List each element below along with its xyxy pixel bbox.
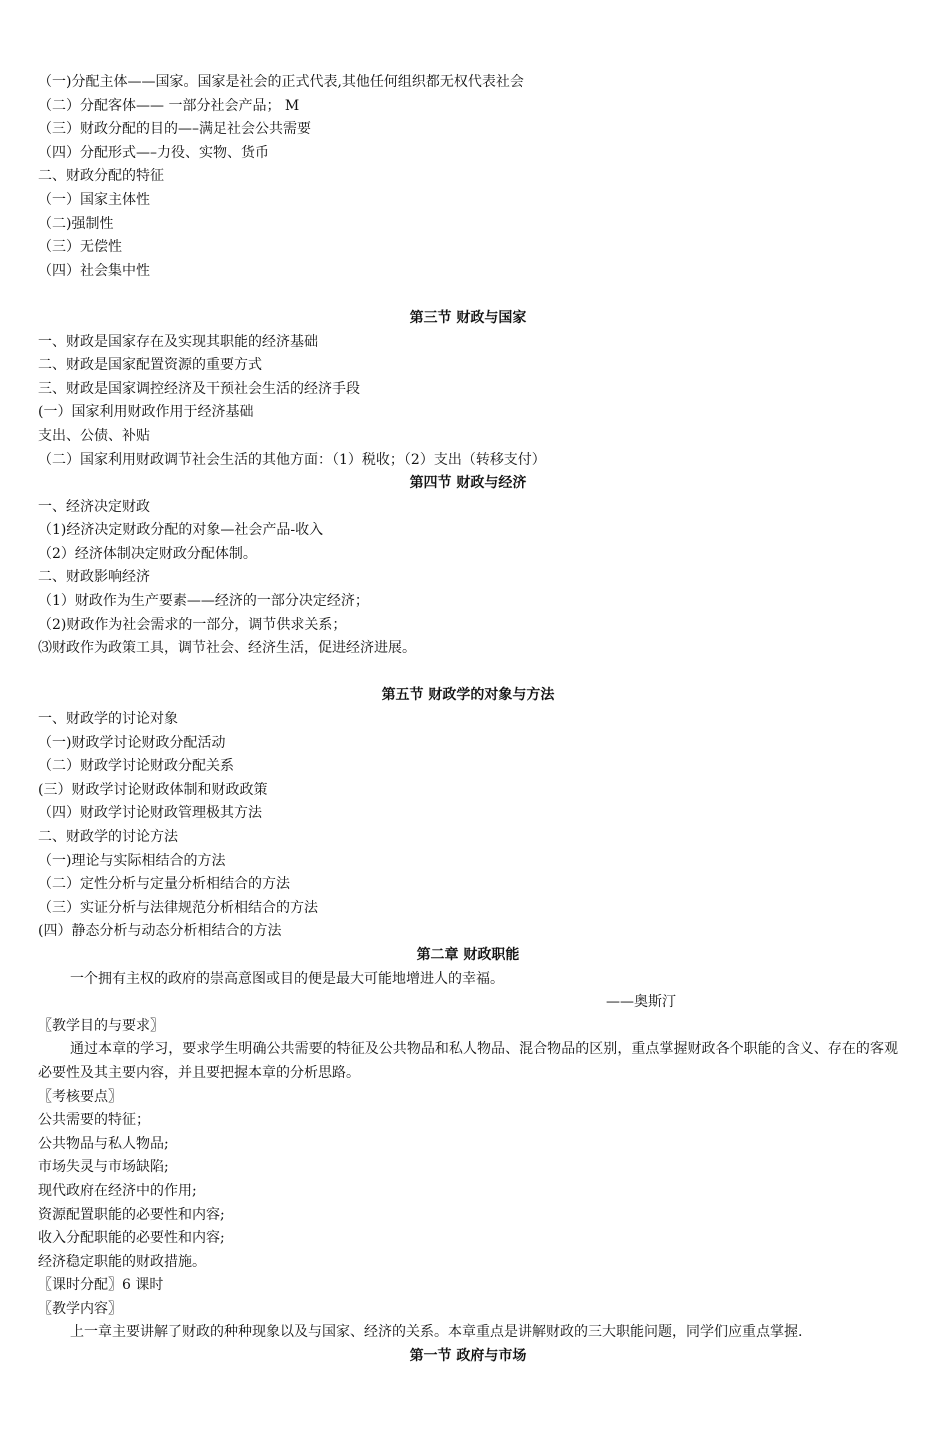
text-line: ⑶财政作为政策工具，调节社会、经济生活，促进经济进展。 [38, 640, 416, 657]
text-line: （四）分配形式—–力役、实物、货币 [38, 144, 269, 161]
text-line: (一）国家利用财政作用于经济基础 [38, 404, 254, 421]
epigraph-quote: 一个拥有主权的政府的崇高意图或目的便是最大可能地增进人的幸福。 [70, 970, 504, 987]
text-line: （二）分配客体—— 一部分社会产品； M [38, 97, 300, 114]
text-line: 资源配置职能的必要性和内容; [38, 1206, 225, 1223]
section-heading: 第三节 财政与国家 [409, 309, 527, 326]
text-line: （四）社会集中性 [38, 262, 150, 279]
text-line: 〖教学内容〗 [38, 1300, 122, 1317]
text-line: 公共需要的特征； [38, 1112, 150, 1129]
text-line: （二）国家利用财政调节社会生活的其他方面：（1）税收；（2）支出（转移支付） [38, 451, 546, 468]
text-line: （三）财政分配的目的—–满足社会公共需要 [38, 121, 311, 138]
text-line: （1）财政作为生产要素——经济的一部分决定经济； [38, 593, 369, 610]
blank-line [38, 283, 898, 307]
text-line: 收入分配职能的必要性和内容; [38, 1230, 225, 1247]
text-line: （一）国家主体性 [38, 191, 150, 208]
text-line: （一)理论与实际相结合的方法 [38, 852, 226, 869]
text-line: （一)分配主体——国家。国家是社会的正式代表,其他任何组织都无权代表社会 [38, 74, 524, 90]
text-line: （2）经济体制决定财政分配体制。 [38, 545, 257, 562]
section-heading: 第四节 财政与经济 [409, 475, 527, 492]
text-line: 二、财政影响经济 [38, 569, 150, 586]
text-line: (四）静态分析与动态分析相结合的方法 [38, 923, 282, 940]
text-line: 经济稳定职能的财政措施。 [38, 1253, 206, 1270]
text-line: 〖考核要点〗 [38, 1088, 122, 1105]
text-line: 市场失灵与市场缺陷; [38, 1159, 169, 1176]
text-line: 二、财政是国家配置资源的重要方式 [38, 357, 262, 374]
text-line: 〖课时分配〗6 课时 [38, 1277, 164, 1294]
text-line: （1)经济决定财政分配的对象—社会产品-收入 [38, 522, 324, 539]
paragraph: 通过本章的学习，要求学生明确公共需要的特征及公共物品和私人物品、混合物品的区别，重点掌握财政各个职能的含义、存在的客观必要性及其主要内容，并且要把握本章的分析思路。 [38, 1041, 898, 1081]
text-line: 二、财政学的讨论方法 [38, 829, 178, 845]
section-heading: 第一节 政府与市场 [409, 1348, 527, 1365]
text-line: （三）实证分析与法律规范分析相结合的方法 [38, 899, 318, 916]
blank-line [38, 661, 898, 685]
text-line: （三）无偿性 [38, 239, 122, 256]
section-heading: 第五节 财政学的对象与方法 [381, 687, 555, 704]
text-line: 一、财政学的讨论对象 [38, 711, 178, 728]
text-line: (三）财政学讨论财政体制和财政政策 [38, 781, 268, 798]
chapter-heading: 第二章 财政职能 [416, 946, 520, 963]
text-line: 一、财政是国家存在及实现其职能的经济基础 [38, 333, 318, 350]
text-line: （2)财政作为社会需求的一部分，调节供求关系； [38, 616, 347, 633]
text-line: （二）定性分析与定量分析相结合的方法 [38, 876, 290, 893]
text-line: 三、财政是国家调控经济及干预社会生活的经济手段 [38, 380, 360, 397]
epigraph-attribution: ——奥斯汀 [606, 994, 676, 1011]
text-line: （二）财政学讨论财政分配关系 [38, 758, 234, 775]
text-line: 公共物品与私人物品; [38, 1135, 169, 1152]
document-page [38, 71, 898, 1369]
text-line: （一)财政学讨论财政分配活动 [38, 734, 226, 751]
text-line: 二、财政分配的特征 [38, 168, 164, 185]
paragraph: 上一章主要讲解了财政的种种现象以及与国家、经济的关系。本章重点是讲解财政的三大职能问题，同学们应重点掌握. [70, 1324, 803, 1341]
text-line: 支出、公债、补贴 [38, 427, 150, 444]
text-line: （二)强制性 [38, 215, 114, 232]
text-line: 现代政府在经济中的作用; [38, 1182, 197, 1199]
text-line: 〖教学目的与要求〗 [38, 1017, 164, 1034]
text-line: （四）财政学讨论财政管理极其方法 [38, 805, 262, 822]
text-line: 一、经济决定财政 [38, 498, 150, 515]
